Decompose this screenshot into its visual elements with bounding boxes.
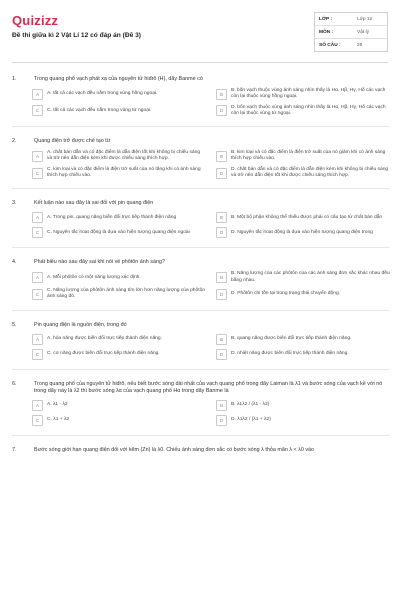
option-letter-badge: C xyxy=(32,227,43,238)
question-number: 2. xyxy=(12,138,17,145)
question-divider xyxy=(12,247,390,248)
meta-value: Lớp 12 xyxy=(357,16,373,22)
document-title: Đề thi giữa kì 2 Vật Lí 12 có đáp án (Đề 3) xyxy=(12,32,141,39)
question-number: 5. xyxy=(12,321,17,328)
question-text: Quang điện trở được chế tạo từ xyxy=(34,138,111,145)
option-a[interactable] xyxy=(32,88,206,101)
option-d[interactable] xyxy=(216,288,390,301)
option-grid xyxy=(32,150,390,179)
option-letter-badge: A xyxy=(32,89,43,100)
option-grid xyxy=(32,334,390,360)
option-c[interactable] xyxy=(32,227,206,238)
option-c[interactable] xyxy=(32,167,206,180)
option-grid xyxy=(32,212,390,238)
option-text: D. Nguyên tắc hoạt động là dựa vào hiện tượng quang điện trong xyxy=(231,229,373,235)
question-divider xyxy=(12,188,390,189)
option-letter-badge: C xyxy=(32,349,43,360)
option-text: A. hóa năng được biến đổi trực tiếp thành điện năng. xyxy=(47,335,162,341)
option-letter-badge: B xyxy=(216,151,227,162)
option-letter-badge: A xyxy=(32,400,43,411)
option-letter-badge: D xyxy=(216,415,227,426)
option-letter-badge: B xyxy=(216,334,227,345)
option-letter-badge: C xyxy=(32,168,43,179)
meta-key: SỐ CÂU : xyxy=(319,42,341,48)
option-c[interactable] xyxy=(32,349,206,360)
question-header xyxy=(12,138,390,145)
question-header xyxy=(12,381,390,395)
option-a[interactable] xyxy=(32,212,206,223)
quizizz-logo: Quizizz xyxy=(12,13,59,28)
question-divider xyxy=(12,310,390,311)
option-letter-badge: A xyxy=(32,151,43,162)
option-letter-badge: D xyxy=(216,105,227,116)
option-b[interactable] xyxy=(216,271,390,284)
meta-key: MÔN : xyxy=(319,29,334,35)
meta-row-count xyxy=(315,39,387,51)
option-grid xyxy=(32,271,390,300)
option-text: C. Năng lượng của phôtôn ánh sáng tím lớn hơn năng lượng của phôtôn ánh sáng đỏ. xyxy=(47,287,206,300)
option-b[interactable] xyxy=(216,150,390,163)
question-header xyxy=(12,76,390,83)
option-text: D. nhiệt năng được biến đổi trực tiếp thành điện năng. xyxy=(231,350,349,356)
option-letter-badge: D xyxy=(216,349,227,360)
question-header xyxy=(12,447,390,454)
option-text: C. cơ năng được biến đổi trực tiếp thành điện năng. xyxy=(47,350,160,356)
option-text: D. λ1λ2 / (λ1 + λ2) xyxy=(231,416,271,422)
meta-table xyxy=(314,12,388,52)
header-divider xyxy=(12,62,388,63)
question-text: Bước sóng giới hạn quang điện đối với kẽm (Zn) là λ0. Chiếu ánh sáng đơn sắc có bước sóng λ thỏa mãn λ < λ0 vào xyxy=(34,446,315,453)
question-number: 4. xyxy=(12,259,17,266)
option-c[interactable] xyxy=(32,288,206,301)
option-grid xyxy=(32,88,390,117)
option-text: A. chất bán dẫn và có đặc điểm là dẫn điện tốt khi không bị chiếu sáng và trở nên dẫn điện kém khi được chiếu sáng thích hợp. xyxy=(47,150,201,162)
option-letter-badge: C xyxy=(32,415,43,426)
option-text: C. tất cả các vạch đều nằm trong vùng tử ngoại. xyxy=(47,107,152,113)
option-text: A. Trong pin, quang năng biến đổi trực tiếp thành điện năng xyxy=(47,214,177,220)
option-text: B. bốn vạch thuộc vùng ánh sáng nhìn thấy là Hα, Hβ, Hγ, Hδ các vạch còn lại thuộc vùng hồng ngoại. xyxy=(231,88,386,100)
question-list xyxy=(12,76,390,465)
question-header xyxy=(12,259,390,266)
option-letter-badge: A xyxy=(32,212,43,223)
question-divider xyxy=(12,126,390,127)
option-d[interactable] xyxy=(216,415,390,426)
option-text: D. Phôtôn chỉ tồn tại trong trạng thái chuyển động. xyxy=(231,291,341,297)
option-b[interactable] xyxy=(216,212,390,223)
option-a[interactable] xyxy=(32,334,206,345)
option-text: A. tất cả các vạch đều nằm trong vùng hồng ngoại. xyxy=(47,91,158,97)
question-2 xyxy=(12,138,390,189)
option-c[interactable] xyxy=(32,105,206,118)
question-divider xyxy=(12,369,390,370)
option-text: C. Nguyên tắc hoạt động là dựa vào hiện tượng quang điện ngoài xyxy=(47,229,190,235)
question-5 xyxy=(12,322,390,370)
option-text: D. chất bán dẫn và có đặc điểm là dẫn điện kém khi không bị chiếu sáng và trở nên dẫn điện tốt khi được chiếu sáng thích hợp. xyxy=(231,166,389,179)
document-header xyxy=(12,10,388,58)
question-text: Kết luận nào sau đây là sai đối với pin quang điện xyxy=(34,200,154,207)
question-3 xyxy=(12,200,390,248)
option-letter-badge: B xyxy=(216,400,227,411)
option-text: C. λ1 + λ2 xyxy=(47,416,70,422)
option-b[interactable] xyxy=(216,400,390,411)
option-text: C. kim loại và có đặc điểm là điện trở suất của nó tăng khi có ánh sáng thích hợp chiếu vào. xyxy=(47,166,201,179)
question-header xyxy=(12,322,390,329)
question-number: 7. xyxy=(12,446,17,453)
question-text: Phát biểu nào sau đây sai khi nói về phôtôn ánh sáng? xyxy=(34,259,165,266)
question-header xyxy=(12,200,390,207)
option-text: B. λ1λ2 / (λ1 - λ2) xyxy=(231,401,270,407)
meta-row-class xyxy=(315,13,387,26)
option-letter-badge: D xyxy=(216,227,227,238)
option-letter-badge: B xyxy=(216,89,227,100)
option-d[interactable] xyxy=(216,167,390,180)
option-text: B. Một bộ phận không thể thiếu được phải có cấu tạo từ chất bán dẫn xyxy=(231,214,383,220)
meta-value: 25 xyxy=(357,42,363,48)
option-text: A. Mỗi phôtôn có một năng lượng xác định. xyxy=(47,274,141,280)
option-text: D. bốn vạch thuộc vùng ánh sáng nhìn thấy là Hα, Hβ, Hγ, Hδ các vạch còn lại thuộc vùng tử ngoại. xyxy=(231,104,386,116)
option-text: B. kim loại và có đặc điểm là điện trở suất của nó giảm khi có ánh sáng thích hợp chiếu vào. xyxy=(231,150,386,162)
meta-row-subject xyxy=(315,26,387,39)
option-letter-badge: B xyxy=(216,272,227,283)
option-letter-badge: D xyxy=(216,289,227,300)
option-letter-badge: A xyxy=(32,272,43,283)
question-number: 1. xyxy=(12,76,17,82)
option-b[interactable] xyxy=(216,334,390,345)
question-6 xyxy=(12,381,390,436)
question-text: Pin quang điện là nguồn điện, trong đó xyxy=(34,321,127,328)
option-text: A. λ1 - λ2 xyxy=(47,401,68,407)
meta-key: LỚP : xyxy=(319,16,333,22)
meta-value: Vật lý xyxy=(357,29,369,35)
option-b[interactable] xyxy=(216,88,390,101)
option-letter-badge: D xyxy=(216,168,227,179)
question-text: Trong quang phổ vạch phát xạ của nguyên tử hiđrô (H), dãy Banme có xyxy=(34,76,203,82)
option-d[interactable] xyxy=(216,349,390,360)
option-a[interactable] xyxy=(32,150,206,163)
question-1 xyxy=(12,76,390,127)
question-number: 3. xyxy=(12,200,17,207)
question-divider xyxy=(12,435,390,436)
option-text: B. quang năng được biến đổi trực tiếp thành điện năng. xyxy=(231,335,352,341)
question-text: Trong quang phổ của nguyên tử hiđrô, nếu biết bước sóng dài nhất của vạch quang phổ trong dãy Laiman là λ1 và bước sóng của vạch kề với nó trong dãy này là λ2 thì bước sóng λα của vạch quang phổ Hα trong dãy Banme là xyxy=(34,380,383,394)
option-letter-badge: C xyxy=(32,105,43,116)
option-a[interactable] xyxy=(32,271,206,284)
option-d[interactable] xyxy=(216,227,390,238)
option-letter-badge: C xyxy=(32,289,43,300)
option-grid xyxy=(32,400,390,426)
option-text: B. Năng lượng của các phôtôn của các ánh sáng đơn sắc khác nhau đều bằng nhau. xyxy=(231,271,390,283)
option-d[interactable] xyxy=(216,105,390,118)
option-a[interactable] xyxy=(32,400,206,411)
option-c[interactable] xyxy=(32,415,206,426)
question-7 xyxy=(12,447,390,454)
question-4 xyxy=(12,259,390,310)
option-letter-badge: B xyxy=(216,212,227,223)
question-number: 6. xyxy=(12,380,17,387)
option-letter-badge: A xyxy=(32,334,43,345)
